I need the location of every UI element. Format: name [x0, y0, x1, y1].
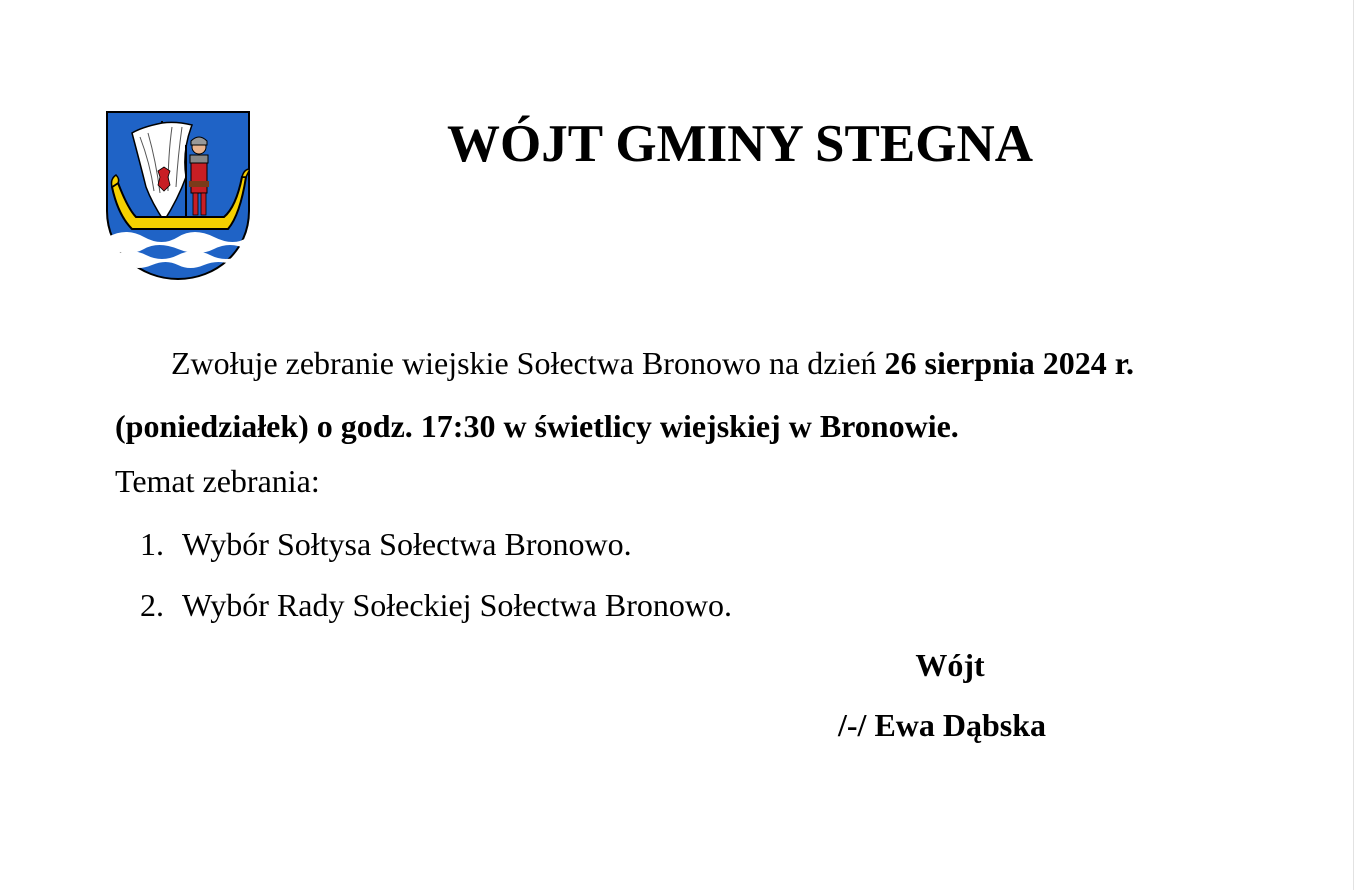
announcement-text: Zwołuje zebranie wiejskie Sołectwa Bronowo na dzień	[171, 345, 885, 381]
agenda-item	[140, 520, 732, 581]
agenda-heading: Temat zebrania:	[115, 463, 320, 499]
page-title: WÓJT GMINY STEGNA	[446, 115, 1034, 173]
agenda-item	[140, 581, 732, 642]
agenda-item-number: 1.	[140, 526, 164, 562]
agenda-item-number: 2.	[140, 587, 164, 623]
signature-name: /-/ Ewa Dąbska	[838, 707, 1047, 743]
agenda-item-text: Wybór Rady Sołeckiej Sołectwa Bronowo.	[182, 587, 732, 623]
announcement-paragraph	[115, 332, 1270, 458]
signature-title: Wójt	[915, 647, 985, 683]
meeting-date-location: 26 sierpnia 2024 r. (poniedziałek) o godz. 17:30 w świetlicy wiejskiej w Bronowie.	[115, 345, 1135, 444]
agenda-item-text: Wybór Sołtysa Sołectwa Bronowo.	[182, 526, 632, 562]
coat-of-arms-icon	[106, 111, 250, 281]
agenda-list	[140, 520, 732, 642]
